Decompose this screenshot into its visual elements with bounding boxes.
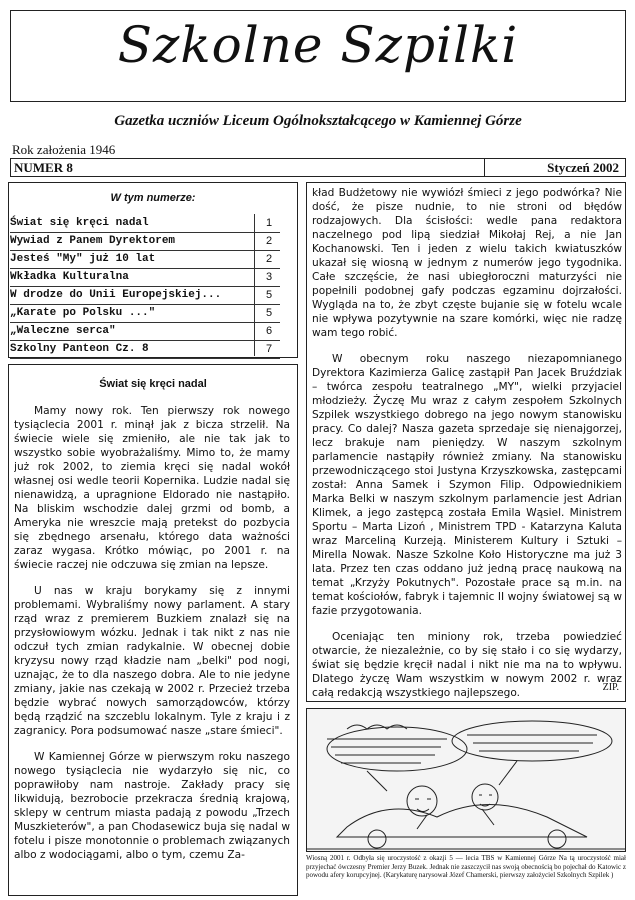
founded-year: Rok założenia 1946 — [12, 142, 116, 157]
toc-page: 5 — [265, 289, 273, 301]
issue-bar-divider — [484, 158, 485, 177]
toc-item[interactable]: Wywiad z Panem Dyrektorem — [10, 232, 280, 251]
article-signature: ZIP. — [602, 682, 619, 693]
toc-page: 2 — [265, 235, 273, 247]
article-paragraph: U nas w kraju borykamy się z innymi problemami. Wybraliśmy nowy parlament. A stary rząd wraz z premierem Buzkiem znalazł się na przysłowiowym wózku. Jednak i tak nikt z nas nie odczuł tych zmian radykalnie. W obecnej dobie kryzysu nowy rząd kładzie nam „belki" pod nogi, uznając, że to dla naszego dobra. Ale to nie jedyne zmiany, jakie nas czekają w 2002 r. Przecież trzeba będzie wybrać nowych samorządowców, którzy będą rządzić na szczeblu lokalnym. Tyle z kraju i z zagranicy. Pora podsumować nasze „stare śmieci". — [14, 585, 290, 737]
issue-number: NUMER 8 — [14, 160, 73, 175]
article-paragraph: W Kamiennej Górze w pierwszym roku naszego nowego tysiąclecia nie wydarzyło się nic, co poprawiłoby nam nastroje. Zakłady pracy się likwidują, bezrobocie przekracza średnią krajową, sklepy w centrum miasta padają z powodu „Trzech Muszkieterów", a pan Chodasewicz buja się nadal w fotelu i pisze monotonnie o problemach związanych albo z wodociągami, albo o tym, czemu Za- — [14, 751, 290, 861]
toc-item[interactable]: Świat się kręci nadal — [10, 214, 280, 233]
article-paragraph: Oceniając ten miniony rok, trzeba powiedzieć otwarcie, że niezależnie, co by się stało i co się wydarzy, świat się będzie kręcił nadal i nikt nie ma na to wpływu. Dlatego życzę Wam wszystkim w nowym 2002 r. wraz całą redakcją wszystkiego najlepszego. — [312, 631, 622, 699]
cartoon-drawing — [307, 709, 626, 852]
toc-page: 1 — [265, 217, 273, 229]
article-column-right — [312, 186, 622, 700]
article-title: Świat się kręci nadal — [99, 378, 207, 390]
cartoon-image — [306, 708, 626, 852]
issue-date: Styczeń 2002 — [547, 160, 619, 175]
newspaper-subtitle: Gazetka uczniów Liceum Ogólnokształcącego w Kamiennej Górze — [114, 113, 522, 129]
toc-item[interactable]: „Waleczne serca" — [10, 322, 280, 341]
toc-item[interactable]: Jesteś "My" już 10 lat — [10, 250, 280, 269]
toc-item[interactable]: Wkładka Kulturalna — [10, 268, 280, 287]
article-column-left — [14, 404, 290, 892]
toc-page: 3 — [265, 271, 273, 283]
cartoon-caption: Wiosną 2001 r. Odbyła się uroczystość z okazji 5 — lecia TBS w Kamiennej Górze Na tą uroczystość miał przyjechać ówczesny Premier Jerzy Buzek. Jednak nie zaszczycił nas swoją obecnością bo pojechał do Katowic z powodu afery korupcyjnej. (Karykaturę narysował Józef Chamerski, pierwszy założyciel Szkolnych Szpilek ) — [306, 854, 626, 879]
toc-page: 5 — [265, 307, 273, 319]
toc-page: 2 — [265, 253, 273, 265]
article-paragraph: kład Budżetowy nie wywiózł śmieci z jego podwórka? Nie dość, że pisze nudnie, to nie stroni od błędów rodzajowych. Dla ścisłości: wedle pana redaktora naczelnego pod lipą siedział Mikołaj Rej, a nie Jan Kochanowski. Ten i jeden z wielu takich kwiatuszków ukazał się wiosną w jednym z numerów jego tygodnika. Całe szczęście, że nasi ubiegłoroczni maturzyści nie popełnili podobnej gafy podczas egzaminu dojrzałości. Wygląda na to, że zbyt częste bujanie się w fotelu wcale nie wpływa pozytywnie na szare komórki, więc nie radzę wam tego robić. — [312, 187, 622, 339]
toc-page: 7 — [265, 343, 273, 355]
toc-item[interactable]: W drodze do Unii Europejskiej... — [10, 286, 280, 305]
article-paragraph: W obecnym roku naszego niezapomnianego Dyrektora Kazimierza Galicę zastąpił Pan Jacek Bruździak – twórca zespołu teatralnego „MY", wielki przyjaciel młodzieży. Życzę Mu wraz z całym zespołem Szkolnych Szpilek wszystkiego dobrego na jego nowym stanowisku pracy. Co dalej? Nasza gazeta sprzedaje się nienajgorzej, lecz brakuje nam pieniędzy. W naszym szkolnym parlamencie nastąpiły również zmiany. Na stanowisku przewodniczącego stoi Justyna Krzyszkowska, zastępcami został: Anna Samek i Szymon Filip. Odpowiednikiem Marka Belki w naszym szkolnym parlamencie jest Adrian Klimek, a jego zastępcą została Emila Wąsiel. Ministrem Sportu – Marta Lizoń , Ministrem TPD - Katarzyna Kaluta wraz Marceliną Kurzeją. Ministerem Kultury i Sztuki – Mirella Nowak. Nasze Szkolne Koło Historyczne ma już 3 lata. Przez ten czas oddano już jedną pracę naukową na temat „Krzyży Pokutnych". Pozostałe prace są m.in. na temat kościołów, fabryk i tajemnic II wojny światowej są w fazie przygotowania. — [312, 353, 622, 617]
toc-page: 6 — [265, 325, 273, 337]
newspaper-title: Szkolne Szpilki — [117, 16, 519, 74]
article-paragraph: Mamy nowy rok. Ten pierwszy rok nowego tysiąclecia 2001 r. minął jak z bicza strzelił. Na świecie wiele się zmieniło, ale nie tak jak to wszystko sobie wyobrażaliśmy. Mimo to, że mamy już rok 2002, to ziemia kręci się nadal wokół własnej osi wedle teorii Kopernika. Ludzie nadal się nienawidzą, a upragnione Eldorado nie nastąpiło. Na bliskim wschodzie dalej grzmi od bomb, a Ameryka nie wreszcie mają pretekst do pozbycia się zbędnego arsenału, którego data ważności zaraz wygasa. Krótko mówiąc, po 2001 r. na świecie raczej nie odczuwa się zmian na lepsze. — [14, 405, 290, 571]
toc-item[interactable]: Szkolny Panteon Cz. 8 — [10, 340, 280, 359]
toc-item[interactable]: „Karate po Polsku ..." — [10, 304, 280, 323]
issue-bar — [10, 158, 626, 177]
toc-heading: W tym numerze: — [110, 192, 196, 204]
